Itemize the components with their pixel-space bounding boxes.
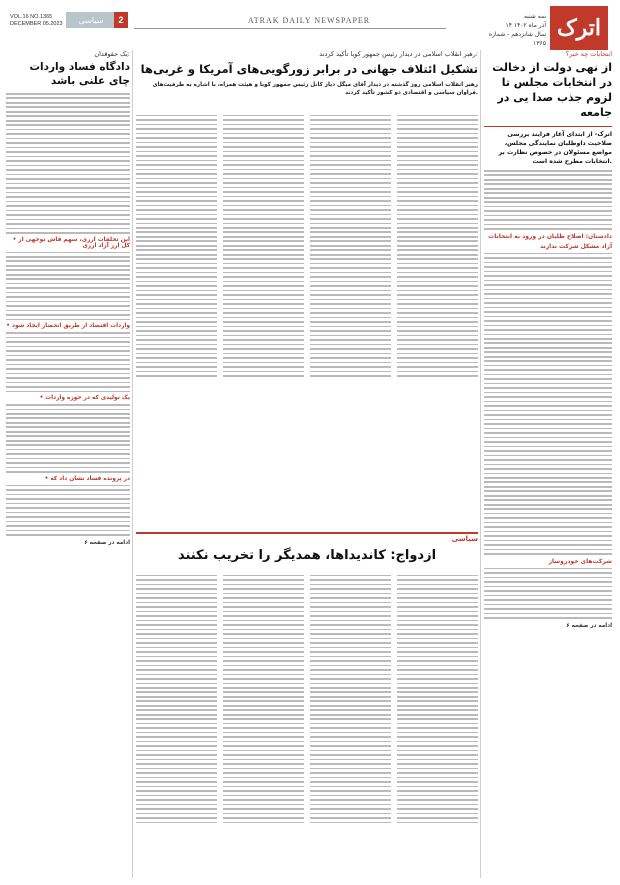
logo-text: اترک — [556, 15, 602, 41]
lead-subhead: دادستان: اصلاح طلبان در ورود به انتخابات — [488, 232, 612, 240]
lead-kicker: انتخابات چه خبر؟ — [565, 50, 612, 58]
secondary-story-body — [136, 572, 478, 878]
text-column — [136, 112, 217, 532]
side-story-column — [6, 50, 130, 880]
side-subhead: • یک تولیدی که در حوزه واردات — [39, 395, 130, 402]
section-label: سیاسی — [451, 535, 478, 543]
weekday: سه شنبه — [523, 13, 546, 20]
side-subhead: • در پرونده فساد نشان داد که — [44, 475, 130, 482]
issue-info: سال شانزدهم - شماره ۱۳۶۵ — [488, 31, 546, 47]
main-story-body — [136, 112, 478, 532]
persian-date: ۱۴ آذر ماه ۱۴۰۲ — [505, 22, 546, 29]
lead-body — [484, 170, 612, 230]
secondary-headline: ازدواج: کاندیداها، همدیگر را تخریب نکنند — [177, 548, 437, 563]
lead-subhead: شرکت‌های خودروساز — [548, 557, 612, 565]
page-number: 2 — [114, 12, 128, 28]
side-subhead: • واردات اقتصاد از طریق انحصار ایجاد شود — [6, 323, 130, 330]
side-body — [6, 485, 130, 536]
column-divider — [132, 50, 133, 878]
text-column — [223, 572, 304, 878]
side-subhead: • این تخلفات ارزی، سهم فاش توجهی از کل ارز آزاد ارزی — [12, 236, 130, 249]
text-column — [223, 112, 304, 532]
header-divider — [134, 28, 446, 29]
lead-summary: اترک- از ابتدای آغاز فرایند بررسی صلاحیت داوطلبان نمایندگی مجلس، مواضع مسئولان در خصوص نظارت بر انتخابات مطرح شده است. — [484, 126, 612, 166]
lead-story-column — [484, 50, 612, 880]
text-column — [310, 572, 391, 878]
text-column — [310, 112, 391, 532]
side-body — [6, 93, 130, 234]
page-header — [4, 4, 616, 47]
lead-body — [484, 568, 612, 619]
side-headline: دادگاه فساد واردات چای علنی باشد — [29, 61, 130, 87]
section-divider — [136, 532, 478, 544]
main-story-header — [136, 50, 478, 110]
side-kicker: یک حقوقدان: — [94, 50, 130, 58]
text-column — [397, 112, 478, 532]
lead-subhead: آزاد مشکل شرکت ندارند — [540, 242, 612, 250]
side-body — [6, 404, 130, 473]
side-body — [6, 252, 130, 321]
volume-number: VOL.16 NO.1365 — [10, 14, 53, 20]
main-headline: تشکیل ائتلاف جهانی در برابر زورگویی‌های آمریکا و غربی‌ها — [140, 62, 478, 76]
text-column — [136, 572, 217, 878]
section-badge: سیاسی — [66, 12, 116, 28]
side-body — [6, 332, 130, 392]
continued-note: ادامه در صفحه ۶ — [84, 539, 130, 546]
continued-note: ادامه در صفحه ۶ — [566, 622, 612, 629]
newspaper-logo — [550, 6, 608, 50]
volume-info — [10, 14, 64, 40]
lead-headline: از نهی دولت از دخالت در انتخابات مجلس تا لزوم جذب صدا یی در جامعه — [492, 61, 612, 119]
text-column — [397, 572, 478, 878]
lead-body — [484, 253, 612, 555]
masthead-title: ATRAK DAILY NEWSPAPER — [247, 16, 371, 25]
date-block — [476, 12, 546, 48]
issue-date-en: DECEMBER 05.2023 — [10, 21, 63, 27]
main-kicker: رهبر انقلاب اسلامی در دیدار رئیس جمهور کوبا تأکید کردند: — [319, 50, 478, 58]
column-divider — [480, 50, 481, 878]
main-summary: رهبر انقلاب اسلامی روز گذشته در دیدار آقای میگل دیاز کانل رئیس جمهور کوبا و هیئت همراه، با اشاره به ظرفیت‌های فراوان سیاسی و اقتصادی دو کشور تأکید کردند. — [152, 82, 478, 96]
